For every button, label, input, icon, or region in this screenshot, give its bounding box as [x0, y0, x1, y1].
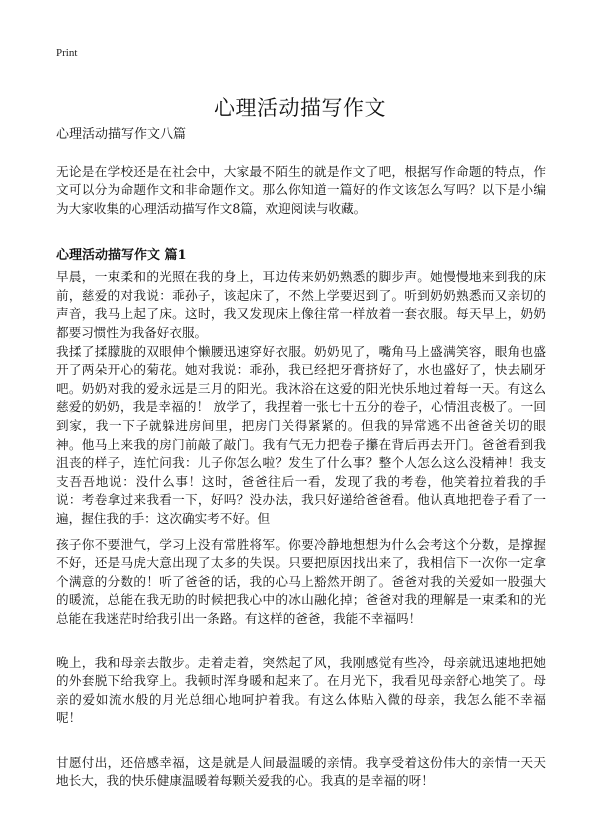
print-label: Print — [56, 47, 78, 59]
document-title: 心理活动描写作文 — [214, 96, 386, 121]
intro-paragraph: 无论是在学校还是在社会中，大家最不陌生的就是作文了吧，根据写作命题的特点，作文可以分为命题作文和非命题作文。那么你知道一篇好的作文该怎么写吗？以下是小编为大家收集的心理活动描写作文8篇，欢迎阅读与收藏。 — [56, 163, 546, 216]
body-paragraph-4: 晚上，我和母亲去散步。走着走着，突然起了风，我刚感觉有些冷，母亲就迅速地把她的外套脱下给我穿上。我顿时浑身暖和起来了。在月光下，我看见母亲舒心地笑了。母亲的爱如流水般的月光总细心地呵护着我。有这么体贴入微的母亲，我怎么能不幸福呢！ — [56, 654, 546, 726]
section-heading: 心理活动描写作文 篇1 — [56, 248, 187, 263]
body-paragraph-1: 早晨，一束柔和的光照在我的身上，耳边传来奶奶熟悉的脚步声。她慢慢地来到我的床前，慈爱的对我说：乖孙子，该起床了，不然上学要迟到了。听到奶奶熟悉而又亲切的声音，我马上起了床。这时，我又发现床上像往常一样放着一套衣服。每天早上，奶奶都要习惯性为我备好衣服。 — [56, 269, 546, 340]
body-paragraph-3: 孩子你不要泄气，学习上没有常胜将军。你要冷静地想想为什么会考这个分数，是撑握不好，还是马虎大意出现了太多的失误。只要把原因找出来了，我相信下一次你一定拿个满意的分数的！听了爸爸的话，我的心马上豁然开朗了。爸爸对我的关爱如一股强大的暖流，总能在我无助的时候把我心中的冰山融化掉；爸爸对我的理解是一束柔和的光总能在我迷茫时给我引出一条路。有这样的爸爸，我能不幸福吗！ — [56, 536, 546, 626]
body-paragraph-5: 甘愿付出，还倍感幸福，这是就是人间最温暖的亲情。我享受着这份伟大的亲情一天天地长大，我的快乐健康温暖着每颗关爱我的心。我真的是幸福的呀！ — [56, 754, 546, 789]
document-subtitle: 心理活动描写作文八篇 — [56, 127, 187, 142]
body-paragraph-2: 我揉了揉朦胧的双眼伸个懒腰迅速穿好衣服。奶奶见了，嘴角马上盛满笑容，眼角也盛开了两朵开心的菊花。她对我说：乖孙，我已经把牙膏挤好了，水也盛好了，快去刷牙吧。奶奶对我的爱永远是三月的阳光。我沐浴在这爱的阳光快乐地过着每一天。有这么慈爱的奶奶，我是幸福的！ 放学了，我捏着一张七十五分的卷子，心情沮丧极了。一回到家，我一下子就躲进房间里，把房门关得紧紧的。但我的异常逃不出爸爸关切的眼神。他马上来我的房门前敲了敲门。我有气无力把卷子攥在背后再去开门。爸爸看到我沮丧的样子，连忙问我：儿子你怎么啦？发生了什么事？整个人怎么这么没精神！我支支吾吾地说：没什么事！这时，爸爸往后一看，发现了我的考卷，他笑着拉着我的手说：考卷拿过来我看一下，好吗？没办法，我只好递给爸爸看。他认真地把卷子看了一遍，握住我的手：这次确实考不好。但 — [56, 343, 546, 526]
